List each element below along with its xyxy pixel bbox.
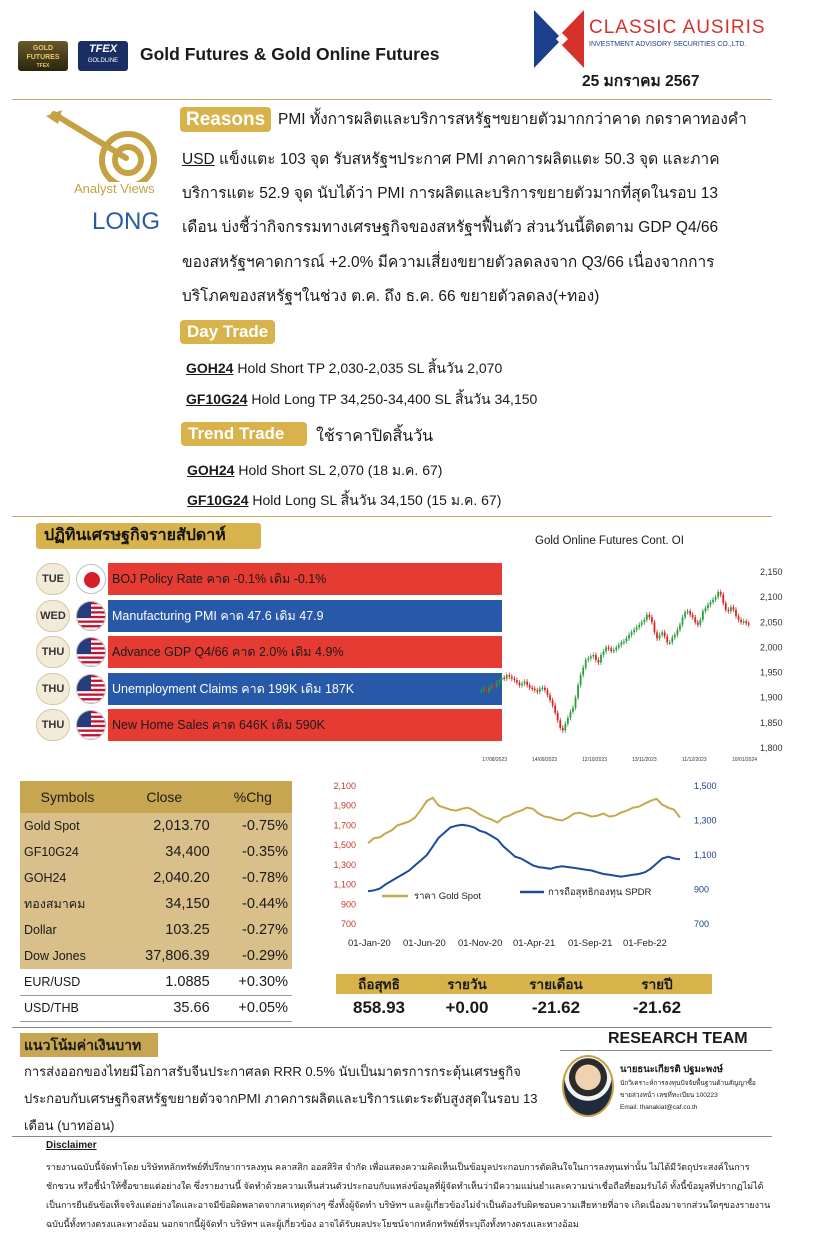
section-divider xyxy=(12,516,772,517)
trend-trade-line-1: GOH24 Hold Short SL 2,070 (18 ม.ค. 67) xyxy=(187,462,443,478)
candle-body xyxy=(674,635,676,638)
symbol-cell: GF10G24 xyxy=(20,839,115,865)
y-tick-label: 2,000 xyxy=(760,642,783,653)
candle-body xyxy=(590,656,592,658)
stat-val-monthly: -21.62 xyxy=(531,998,581,1017)
y-right-tick-label: 700 xyxy=(694,919,710,929)
y-tick-label: 1,950 xyxy=(760,667,783,678)
symbol-cell: Dollar xyxy=(20,917,115,943)
col-header-close: Close xyxy=(115,781,214,813)
candle-body xyxy=(564,724,566,731)
candle-body xyxy=(557,713,559,721)
candle-body xyxy=(725,603,727,610)
calendar-event-text: Advance GDP Q4/66 คาด 2.0% เดิม 4.9% xyxy=(108,636,502,668)
candle-body xyxy=(666,636,668,642)
reasons-line-1: PMI ทั้งการผลิตและบริการสหรัฐฯขยายตัวมากกว่าคาด กดราคาทองคำ xyxy=(278,111,747,128)
candle-body xyxy=(542,688,544,689)
candle-body xyxy=(506,675,508,679)
candle-body xyxy=(623,641,625,643)
analyst-views-label: Analyst Views xyxy=(74,181,155,196)
x-tick-label: 01-Feb-22 xyxy=(623,938,667,949)
x-tick-label: 12/10/2023 xyxy=(582,757,608,763)
candle-body xyxy=(534,689,536,691)
y-right-tick-label: 1,300 xyxy=(694,815,717,826)
candle-body xyxy=(626,638,628,641)
reasons-line-4: เดือน บ่งชี้ว่ากิจกรรมทางเศรษฐกิจของสหรัฐฯฟื้นตัว ส่วนวันนี้ติดตาม GDP Q4/66 xyxy=(182,219,719,236)
trend-trade-line-2: GF10G24 Hold Long SL สิ้นวัน 34,150 (15 ม.ค. 67) xyxy=(187,492,502,508)
close-cell: 2,013.70 xyxy=(115,813,214,839)
symbol-cell: GOH24 xyxy=(20,865,115,891)
trend-trade-badge: Trend Trade xyxy=(181,422,307,446)
candle-body xyxy=(641,622,643,625)
y-left-tick-label: 1,900 xyxy=(333,800,356,811)
us-flag-icon xyxy=(76,601,106,631)
candle-body xyxy=(648,615,650,618)
candle-body xyxy=(592,655,594,657)
x-tick-label: 14/09/2023 xyxy=(532,757,558,763)
calendar-day: TUE xyxy=(36,563,70,595)
candle-body xyxy=(717,592,719,597)
candle-body xyxy=(587,658,589,660)
baht-line-1: การส่งออกของไทยมีโอกาสรับจีนประกาศลด RRR 0.5% นับเป็นมาตรการกระตุ้นเศรษฐกิจ xyxy=(24,1064,521,1079)
candle-body xyxy=(707,605,709,609)
page-title: Gold Futures & Gold Online Futures xyxy=(140,44,440,64)
analyst-name: นายธนะเกียรติ ปฐมะพงษ์ xyxy=(620,1064,724,1075)
candle-body xyxy=(544,688,546,691)
candle-body xyxy=(748,623,750,625)
analyst-avatar xyxy=(562,1055,614,1117)
analyst-email: Email: thanakiat@caf.co.th xyxy=(620,1104,698,1111)
baht-line-2: ประกอบกับเศรษฐกิจสหรัฐขยายตัวจากPMI ภาคการผลิตและบริการแตะระดับสูงสุดในรอบ 13 xyxy=(24,1091,538,1106)
tfex-goldline-logo: TFEX GOLDLINE xyxy=(78,41,128,71)
y-left-tick-label: 900 xyxy=(340,899,356,910)
x-tick-label: 01-Nov-20 xyxy=(458,938,503,949)
candle-body xyxy=(613,650,615,652)
stat-head-daily: รายวัน xyxy=(447,977,487,992)
stat-val-yearly: -21.62 xyxy=(632,998,682,1017)
candle-body xyxy=(521,684,523,686)
research-divider xyxy=(560,1050,772,1051)
candle-body xyxy=(679,625,681,630)
candle-body xyxy=(496,683,498,687)
oi-chart-title: Gold Online Futures Cont. OI xyxy=(535,535,684,547)
candle-body xyxy=(508,675,510,677)
disclaimer-text: รายงานฉบับนี้จัดทำโดย บริษัทหลักทรัพย์ที่ปรึกษาการลงทุน คลาสสิก ออสสิริส จำกัด เพื่อแสดงความคิดเห็นเป็นข้อมูลประกอบการตัดสินใจในการลงทุนเท่านั้น ไม่ได้มีวัตถุประสงค์ในการชักชวน หรือชี้นำให้ซื้อขายแต่อย่างใด ซึ่งรายงานนี้ จัดทำด้วยความเห็นส่วนตัวประกอบกับแหล่งข้อมูลที่ผู้จัดทำเห็นว่ามีความแม่นยำและความน่าเชื่อถือที่ยอมรับได้ ทั้งนี้ข้อมูลที่ปรากฏไม่ได้เป็นการยืนยันข้อเท็จจริงแต่อย่างใดและอาจมีข้อผิดพลาดจากสาเหตุต่างๆ ซึ่งทั้งผู้จัดทำ บริษัทฯ และผู้เกี่ยวข้องไม่จำเป็นต้องรับผิดชอบความเสียหายที่อาจ เกิดเนื่องมาจากส่วนใดๆของรายงานฉบับนี้ทั้งทางตรงและทางอ้อม นอกจากนี้ผู้จัดทำ บริษัทฯ และผู้เกี่ยวข้อง อาจได้รับผลประโยชน์จากหลักทรัพย์ที่ระบุถึงทั้งทางตรงและทางอ้อม xyxy=(46,1162,771,1229)
chg-cell: +0.30% xyxy=(214,969,292,995)
x-tick-label: 11/12/2023 xyxy=(682,757,707,763)
symbol-cell: Gold Spot xyxy=(20,813,115,839)
candle-body xyxy=(745,621,747,623)
candle-body xyxy=(720,592,722,595)
day-trade-badge: Day Trade xyxy=(180,320,275,344)
candle-body xyxy=(699,620,701,625)
candle-body xyxy=(730,607,732,611)
candle-body xyxy=(549,695,551,700)
reasons-line-2: USD แข็งแตะ 103 จุด รับสหรัฐฯประกาศ PMI ภาคการผลิตแตะ 50.3 จุด และภาค xyxy=(182,151,720,168)
candle-body xyxy=(595,655,597,660)
candle-body xyxy=(620,642,622,645)
reasons-badge: Reasons xyxy=(180,107,271,132)
candle-body xyxy=(733,607,735,610)
candle-body xyxy=(577,685,579,698)
calendar-day: THU xyxy=(36,636,70,668)
candle-body xyxy=(605,647,607,651)
candle-body xyxy=(610,648,612,651)
y-left-tick-label: 1,100 xyxy=(333,879,356,890)
candle-body xyxy=(526,682,528,686)
candle-body xyxy=(608,647,610,649)
candle-body xyxy=(575,698,577,708)
y-tick-label: 1,800 xyxy=(760,743,783,753)
candle-body xyxy=(511,677,513,679)
target-arrow-icon xyxy=(46,108,164,182)
candle-body xyxy=(480,690,482,692)
usd-link: USD xyxy=(182,151,215,168)
calendar-day: WED xyxy=(36,600,70,632)
gold-futures-logo: GOLD FUTURES TFEX xyxy=(18,41,68,71)
candle-body xyxy=(727,610,729,612)
candle-body xyxy=(710,602,712,605)
calendar-day: THU xyxy=(36,709,70,741)
y-left-tick-label: 700 xyxy=(340,919,356,929)
candle-body xyxy=(501,678,503,681)
reasons-line-6: บริโภคของสหรัฐฯในช่วง ต.ค. ถึง ธ.ค. 66 ขยายตัวลดลง(+ทอง) xyxy=(182,288,600,305)
close-cell: 103.25 xyxy=(115,917,214,943)
candle-body xyxy=(603,651,605,655)
disclaimer-title: Disclaimer xyxy=(46,1140,97,1151)
close-cell: 2,040.20 xyxy=(115,865,214,891)
reasons-line-5: ของสหรัฐฯคาดการณ์ +2.0% มีความเสี่ยงขยายตัวลดลงจาก Q3/66 เนื่องจากการ xyxy=(182,254,715,271)
candle-body xyxy=(552,700,554,705)
calendar-day: THU xyxy=(36,673,70,705)
candle-body xyxy=(735,610,737,617)
candle-body xyxy=(636,627,638,630)
y-left-tick-label: 2,100 xyxy=(333,781,356,791)
us-flag-icon xyxy=(76,637,106,667)
day-trade-line-2: GF10G24 Hold Long TP 34,250-34,400 SL สิ้นวัน 34,150 xyxy=(186,391,538,407)
close-cell: 1.0885 xyxy=(115,969,214,995)
x-tick-label: 01-Jan-20 xyxy=(348,938,391,949)
col-header-chg: %Chg xyxy=(214,781,292,813)
table-row xyxy=(20,969,292,995)
candle-body xyxy=(598,660,600,663)
us-flag-icon xyxy=(76,710,106,740)
chg-cell: -0.35% xyxy=(214,839,292,865)
disclaimer-divider xyxy=(12,1136,772,1137)
us-flag-icon xyxy=(76,674,106,704)
stat-val-daily: +0.00 xyxy=(445,998,489,1017)
x-tick-label: 10/01/2024 xyxy=(732,757,758,763)
calendar-event-text: Unemployment Claims คาด 199K เดิม 187K xyxy=(108,673,502,705)
candle-body xyxy=(531,688,533,689)
y-right-tick-label: 1,100 xyxy=(694,850,717,860)
candle-body xyxy=(554,705,556,713)
stat-head-net: ถือสุทธิ xyxy=(358,977,400,992)
calendar-event-text: BOJ Policy Rate คาด -0.1% เดิม -0.1% xyxy=(108,563,502,595)
candle-body xyxy=(664,632,666,636)
table-row xyxy=(20,995,292,1021)
candle-body xyxy=(633,630,635,633)
candle-body xyxy=(503,678,505,680)
table-row xyxy=(20,839,292,865)
chg-cell: -0.29% xyxy=(214,943,292,969)
candle-body xyxy=(488,688,490,692)
candle-body xyxy=(539,689,541,692)
candle-body xyxy=(651,617,653,622)
candle-body xyxy=(615,647,617,650)
stat-head-yearly: รายปี xyxy=(641,977,673,992)
candle-body xyxy=(694,617,696,622)
chg-cell: +0.05% xyxy=(214,995,292,1021)
candle-body xyxy=(585,660,587,668)
candle-body xyxy=(628,635,630,639)
candle-body xyxy=(570,712,572,718)
stat-head-monthly: รายเดือน xyxy=(529,977,583,992)
candle-body xyxy=(516,680,518,683)
candle-body xyxy=(498,680,500,683)
chg-cell: -0.75% xyxy=(214,813,292,839)
bottom-divider xyxy=(12,1027,772,1028)
analyst-view-value: LONG xyxy=(92,208,161,235)
y-tick-label: 1,900 xyxy=(760,692,783,703)
candle-body xyxy=(567,718,569,724)
candle-body xyxy=(659,635,661,639)
report-date: 25 มกราคม 2567 xyxy=(582,73,700,90)
candle-body xyxy=(682,617,684,625)
symbols-table xyxy=(20,781,292,1022)
series-line xyxy=(368,798,680,843)
candle-body xyxy=(529,685,531,688)
day-trade-line-1: GOH24 Hold Short TP 2,030-2,035 SL สิ้นวัน 2,070 xyxy=(186,360,503,376)
reasons-line-3: บริการแตะ 52.9 จุด นับได้ว่า PMI การผลิตและบริการขยายตัวมากที่สุดในรอบ 13 xyxy=(182,185,718,202)
candle-body xyxy=(689,611,691,615)
chg-cell: -0.27% xyxy=(214,917,292,943)
table-row xyxy=(20,865,292,891)
table-row xyxy=(20,943,292,969)
candle-body xyxy=(643,620,645,623)
candle-body xyxy=(669,642,671,644)
candle-body xyxy=(722,595,724,604)
candle-body xyxy=(485,689,487,692)
candle-body xyxy=(656,632,658,638)
symbol-cell: USD/THB xyxy=(20,995,115,1021)
y-tick-label: 1,850 xyxy=(760,717,783,728)
table-row xyxy=(20,813,292,839)
candle-body xyxy=(712,600,714,603)
company-subtitle: INVESTMENT ADVISORY SECURITIES CO.,LTD. xyxy=(589,41,747,48)
candle-body xyxy=(705,608,707,611)
chg-cell: -0.78% xyxy=(214,865,292,891)
y-left-tick-label: 1,300 xyxy=(333,859,356,870)
candle-body xyxy=(572,708,574,712)
y-left-tick-label: 1,700 xyxy=(333,820,356,831)
candle-body xyxy=(483,689,485,691)
calendar-event-text: New Home Sales คาด 646K เดิม 590K xyxy=(108,709,502,741)
baht-badge: แนวโน้มค่าเงินบาท xyxy=(20,1033,158,1057)
x-tick-label: 13/11/2023 xyxy=(632,757,657,763)
y-right-tick-label: 900 xyxy=(694,884,710,895)
y-right-tick-label: 1,500 xyxy=(694,781,717,791)
candle-body xyxy=(702,611,704,620)
candle-body xyxy=(559,720,561,728)
calendar-event-text: Manufacturing PMI คาด 47.6 เดิม 47.9 xyxy=(108,600,502,632)
y-tick-label: 2,100 xyxy=(760,592,783,603)
research-team-title: RESEARCH TEAM xyxy=(608,1030,748,1047)
header-divider xyxy=(12,99,772,100)
legend-label: ราคา Gold Spot xyxy=(414,891,482,902)
candle-body xyxy=(562,728,564,731)
x-tick-label: 01-Jun-20 xyxy=(403,938,446,949)
y-tick-label: 2,050 xyxy=(760,617,783,628)
candle-body xyxy=(687,611,689,613)
japan-flag-icon xyxy=(76,564,106,594)
candle-body xyxy=(638,625,640,628)
candle-body xyxy=(519,683,521,686)
candle-body xyxy=(631,632,633,635)
analyst-role-2: ขายล่วงหน้า เลขที่ทะเบียน 100223 xyxy=(620,1092,718,1099)
candle-body xyxy=(513,679,515,681)
chg-cell: -0.44% xyxy=(214,891,292,917)
close-cell: 34,400 xyxy=(115,839,214,865)
candle-body xyxy=(547,690,549,695)
candle-body xyxy=(524,682,526,684)
candle-body xyxy=(697,622,699,625)
candle-body xyxy=(692,615,694,618)
candle-body xyxy=(715,597,717,600)
candle-body xyxy=(580,675,582,685)
x-tick-label: 17/08/2023 xyxy=(482,757,508,763)
calendar-title: ปฏิทินเศรษฐกิจรายสัปดาห์ xyxy=(36,523,261,549)
candle-body xyxy=(646,615,648,620)
trend-trade-note: ใช้ราคาปิดสิ้นวัน xyxy=(316,428,434,445)
table-row xyxy=(20,917,292,943)
baht-line-3: เดือน (บาทอ่อน) xyxy=(24,1118,115,1133)
candle-body xyxy=(491,685,493,688)
company-name: CLASSIC AUSIRIS xyxy=(589,17,766,38)
candle-body xyxy=(661,632,663,635)
symbol-cell: ทองสมาคม xyxy=(20,891,115,917)
candle-body xyxy=(536,690,538,692)
analyst-role: นักวิเคราะห์การลงทุนปัจจัยพื้นฐานด้านสัญญาซื้อ xyxy=(620,1080,756,1087)
candle-body xyxy=(600,655,602,663)
candle-body xyxy=(493,685,495,687)
table-row xyxy=(20,891,292,917)
y-left-tick-label: 1,500 xyxy=(333,840,356,851)
candle-body xyxy=(740,620,742,623)
candle-body xyxy=(684,612,686,617)
symbol-cell: Dow Jones xyxy=(20,943,115,969)
candle-body xyxy=(654,622,656,632)
company-logo-icon xyxy=(534,10,584,68)
legend-label: การถือสุทธิกองทุน SPDR xyxy=(548,887,652,898)
symbol-cell: EUR/USD xyxy=(20,969,115,995)
candle-body xyxy=(671,637,673,642)
stat-val-net: 858.93 xyxy=(353,998,405,1017)
candle-body xyxy=(743,621,745,623)
close-cell: 35.66 xyxy=(115,995,214,1021)
y-tick-label: 2,150 xyxy=(760,567,783,577)
x-tick-label: 01-Apr-21 xyxy=(513,938,556,949)
x-tick-label: 01-Sep-21 xyxy=(568,938,613,949)
oi-candlestick-chart xyxy=(474,560,796,770)
close-cell: 37,806.39 xyxy=(115,943,214,969)
gold-spdr-line-chart xyxy=(324,776,724,958)
col-header-symbols: Symbols xyxy=(20,781,115,813)
close-cell: 34,150 xyxy=(115,891,214,917)
candle-body xyxy=(618,645,620,648)
candle-body xyxy=(677,630,679,635)
candle-body xyxy=(738,616,740,620)
candle-body xyxy=(582,668,584,676)
series-line xyxy=(368,825,680,891)
